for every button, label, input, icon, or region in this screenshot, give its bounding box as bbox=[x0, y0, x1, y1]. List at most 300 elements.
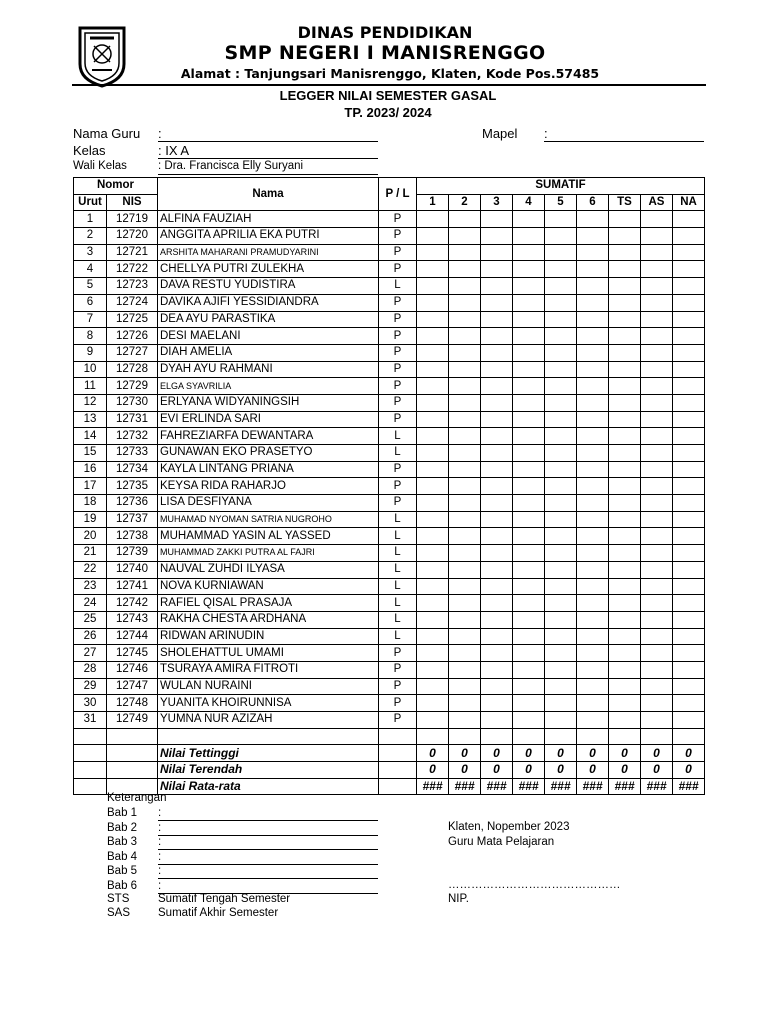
cell-score bbox=[481, 628, 513, 645]
cell-score bbox=[641, 628, 673, 645]
cell-nama: MUHAMMAD ZAKKI PUTRA AL FAJRI bbox=[158, 545, 379, 562]
summary-value: 0 bbox=[673, 745, 705, 762]
cell-score bbox=[449, 545, 481, 562]
cell-score bbox=[609, 311, 641, 328]
cell-pl: P bbox=[379, 461, 417, 478]
table-row bbox=[74, 461, 705, 478]
table-row bbox=[74, 361, 705, 378]
cell-pl: P bbox=[379, 311, 417, 328]
cell-score bbox=[641, 211, 673, 228]
cell-score bbox=[673, 378, 705, 395]
cell-score bbox=[609, 261, 641, 278]
cell-score bbox=[673, 445, 705, 462]
cell-score bbox=[481, 695, 513, 712]
bab-field: : bbox=[158, 851, 378, 865]
cell-score bbox=[417, 495, 449, 512]
cell-score bbox=[417, 294, 449, 311]
cell-score bbox=[609, 678, 641, 695]
cell-score bbox=[545, 428, 577, 445]
cell-score bbox=[545, 394, 577, 411]
ledger-table bbox=[73, 177, 705, 795]
cell-pl: P bbox=[379, 378, 417, 395]
cell-empty bbox=[481, 728, 513, 745]
cell-score bbox=[449, 211, 481, 228]
cell-pl: P bbox=[379, 211, 417, 228]
cell-score bbox=[577, 461, 609, 478]
cell-score bbox=[609, 511, 641, 528]
cell-nis: 12719 bbox=[107, 211, 158, 228]
cell-pl: P bbox=[379, 344, 417, 361]
table-row bbox=[74, 211, 705, 228]
cell-score bbox=[673, 461, 705, 478]
cell-score bbox=[577, 244, 609, 261]
table-row bbox=[74, 695, 705, 712]
cell-score bbox=[577, 478, 609, 495]
summary-value: ### bbox=[609, 778, 641, 795]
head-score-col: 3 bbox=[481, 194, 513, 211]
cell-score bbox=[641, 712, 673, 729]
cell-nama: SHOLEHATTUL UMAMI bbox=[158, 645, 379, 662]
mapel-label: Mapel bbox=[482, 126, 518, 141]
cell-score bbox=[449, 344, 481, 361]
head-nomor: Nomor bbox=[74, 178, 158, 195]
sas-label: SAS bbox=[107, 907, 131, 919]
cell-score bbox=[641, 561, 673, 578]
cell-empty bbox=[641, 728, 673, 745]
cell-score bbox=[545, 344, 577, 361]
cell-score bbox=[513, 461, 545, 478]
cell-empty bbox=[379, 728, 417, 745]
cell-score bbox=[417, 545, 449, 562]
cell-score bbox=[449, 428, 481, 445]
cell-score bbox=[609, 244, 641, 261]
cell-urut: 27 bbox=[74, 645, 107, 662]
cell-score bbox=[449, 228, 481, 245]
cell-score bbox=[513, 495, 545, 512]
cell-score bbox=[417, 578, 449, 595]
cell-score bbox=[513, 211, 545, 228]
summary-value: ### bbox=[449, 778, 481, 795]
cell-score bbox=[577, 661, 609, 678]
cell-nama: RIDWAN ARINUDIN bbox=[158, 628, 379, 645]
cell-score bbox=[609, 328, 641, 345]
table-row bbox=[74, 378, 705, 395]
cell-score bbox=[577, 344, 609, 361]
cell-score bbox=[481, 528, 513, 545]
table-row bbox=[74, 428, 705, 445]
cell-score bbox=[673, 545, 705, 562]
cell-urut: 26 bbox=[74, 628, 107, 645]
cell-nis: 12726 bbox=[107, 328, 158, 345]
cell-score bbox=[417, 595, 449, 612]
summary-value: 0 bbox=[513, 762, 545, 779]
table-row bbox=[74, 244, 705, 261]
cell-empty bbox=[379, 778, 417, 795]
cell-empty bbox=[379, 762, 417, 779]
cell-score bbox=[417, 712, 449, 729]
cell-score bbox=[481, 261, 513, 278]
cell-score bbox=[673, 328, 705, 345]
cell-score bbox=[481, 661, 513, 678]
cell-score bbox=[673, 528, 705, 545]
cell-score bbox=[577, 561, 609, 578]
table-row bbox=[74, 445, 705, 462]
table-row bbox=[74, 628, 705, 645]
cell-empty bbox=[74, 728, 107, 745]
cell-pl: L bbox=[379, 511, 417, 528]
cell-score bbox=[641, 495, 673, 512]
cell-pl: L bbox=[379, 611, 417, 628]
cell-urut: 30 bbox=[74, 695, 107, 712]
cell-pl: P bbox=[379, 261, 417, 278]
cell-score bbox=[481, 461, 513, 478]
cell-score bbox=[577, 495, 609, 512]
cell-score bbox=[481, 311, 513, 328]
cell-pl: P bbox=[379, 361, 417, 378]
summary-row bbox=[74, 745, 705, 762]
cell-nis: 12748 bbox=[107, 695, 158, 712]
cell-score bbox=[609, 545, 641, 562]
cell-score bbox=[673, 611, 705, 628]
cell-score bbox=[513, 428, 545, 445]
cell-empty bbox=[673, 728, 705, 745]
table-row bbox=[74, 294, 705, 311]
cell-empty bbox=[545, 728, 577, 745]
cell-score bbox=[609, 478, 641, 495]
cell-nama: EVI ERLINDA SARI bbox=[158, 411, 379, 428]
cell-score bbox=[641, 445, 673, 462]
cell-score bbox=[673, 578, 705, 595]
summary-value: 0 bbox=[577, 745, 609, 762]
cell-score bbox=[609, 294, 641, 311]
cell-score bbox=[545, 578, 577, 595]
letterhead-divider bbox=[72, 84, 706, 86]
bab-label: Bab 6 bbox=[107, 879, 138, 892]
signature-nip: NIP. bbox=[448, 893, 469, 905]
cell-score bbox=[417, 328, 449, 345]
cell-score bbox=[577, 578, 609, 595]
cell-urut: 8 bbox=[74, 328, 107, 345]
cell-nama: ARSHITA MAHARANI PRAMUDYARINI bbox=[158, 244, 379, 261]
cell-nama: NOVA KURNIAWAN bbox=[158, 578, 379, 595]
table-row bbox=[74, 344, 705, 361]
cell-score bbox=[417, 461, 449, 478]
cell-score bbox=[449, 244, 481, 261]
cell-score bbox=[481, 394, 513, 411]
cell-score bbox=[641, 228, 673, 245]
cell-score bbox=[641, 328, 673, 345]
cell-score bbox=[641, 428, 673, 445]
cell-score bbox=[609, 528, 641, 545]
cell-nama: MUHAMAD NYOMAN SATRIA NUGROHO bbox=[158, 511, 379, 528]
cell-empty bbox=[449, 728, 481, 745]
table-row bbox=[74, 661, 705, 678]
cell-score bbox=[513, 561, 545, 578]
cell-nama: WULAN NURAINI bbox=[158, 678, 379, 695]
table-row bbox=[74, 311, 705, 328]
cell-urut: 29 bbox=[74, 678, 107, 695]
cell-score bbox=[545, 595, 577, 612]
cell-score bbox=[641, 294, 673, 311]
summary-value: ### bbox=[513, 778, 545, 795]
cell-urut: 1 bbox=[74, 211, 107, 228]
cell-score bbox=[545, 645, 577, 662]
cell-score bbox=[449, 611, 481, 628]
cell-score bbox=[545, 695, 577, 712]
cell-score bbox=[641, 278, 673, 295]
cell-nis: 12723 bbox=[107, 278, 158, 295]
table-row bbox=[74, 578, 705, 595]
cell-score bbox=[545, 261, 577, 278]
cell-score bbox=[449, 294, 481, 311]
cell-nama: KAYLA LINTANG PRIANA bbox=[158, 461, 379, 478]
cell-score bbox=[545, 244, 577, 261]
cell-nis: 12728 bbox=[107, 361, 158, 378]
cell-score bbox=[609, 394, 641, 411]
cell-score bbox=[641, 344, 673, 361]
cell-score bbox=[513, 261, 545, 278]
cell-score bbox=[513, 328, 545, 345]
cell-score bbox=[545, 461, 577, 478]
cell-score bbox=[577, 411, 609, 428]
cell-score bbox=[577, 261, 609, 278]
summary-value: ### bbox=[577, 778, 609, 795]
cell-urut: 4 bbox=[74, 261, 107, 278]
cell-pl: P bbox=[379, 678, 417, 695]
cell-urut: 22 bbox=[74, 561, 107, 578]
cell-score bbox=[481, 278, 513, 295]
cell-score bbox=[641, 611, 673, 628]
cell-score bbox=[513, 578, 545, 595]
bab-field: : bbox=[158, 822, 378, 836]
cell-pl: L bbox=[379, 561, 417, 578]
cell-urut: 2 bbox=[74, 228, 107, 245]
head-score-col: 1 bbox=[417, 194, 449, 211]
cell-nama: DIAH AMELIA bbox=[158, 344, 379, 361]
sas-value: Sumatif Akhir Semester bbox=[158, 907, 279, 919]
cell-pl: P bbox=[379, 695, 417, 712]
cell-nis: 12721 bbox=[107, 244, 158, 261]
cell-score bbox=[641, 528, 673, 545]
bab-field: : bbox=[158, 880, 378, 894]
cell-nama: DAVIKA AJIFI YESSIDIANDRA bbox=[158, 294, 379, 311]
cell-score bbox=[449, 628, 481, 645]
cell-score bbox=[609, 428, 641, 445]
cell-score bbox=[577, 428, 609, 445]
cell-empty bbox=[379, 745, 417, 762]
cell-pl: P bbox=[379, 495, 417, 512]
cell-score bbox=[481, 712, 513, 729]
cell-empty bbox=[74, 762, 107, 779]
summary-value: 0 bbox=[513, 745, 545, 762]
cell-score bbox=[577, 278, 609, 295]
cell-urut: 5 bbox=[74, 278, 107, 295]
cell-score bbox=[609, 645, 641, 662]
cell-urut: 14 bbox=[74, 428, 107, 445]
cell-score bbox=[609, 595, 641, 612]
summary-value: 0 bbox=[449, 745, 481, 762]
cell-score bbox=[513, 611, 545, 628]
summary-label: Nilai Rata-rata bbox=[158, 778, 379, 795]
cell-score bbox=[641, 578, 673, 595]
cell-score bbox=[481, 378, 513, 395]
cell-score bbox=[449, 478, 481, 495]
summary-value: ### bbox=[481, 778, 513, 795]
cell-score bbox=[577, 328, 609, 345]
cell-score bbox=[481, 244, 513, 261]
cell-score bbox=[545, 528, 577, 545]
signature-role: Guru Mata Pelajaran bbox=[448, 836, 555, 848]
summary-value: 0 bbox=[609, 745, 641, 762]
cell-urut: 28 bbox=[74, 661, 107, 678]
cell-score bbox=[577, 545, 609, 562]
table-row bbox=[74, 411, 705, 428]
cell-score bbox=[545, 661, 577, 678]
cell-score bbox=[417, 511, 449, 528]
cell-score bbox=[673, 411, 705, 428]
cell-nis: 12747 bbox=[107, 678, 158, 695]
cell-nis: 12741 bbox=[107, 578, 158, 595]
cell-score bbox=[513, 361, 545, 378]
cell-urut: 13 bbox=[74, 411, 107, 428]
cell-score bbox=[609, 344, 641, 361]
cell-score bbox=[545, 478, 577, 495]
cell-pl: L bbox=[379, 428, 417, 445]
table-row bbox=[74, 678, 705, 695]
summary-value: 0 bbox=[609, 762, 641, 779]
cell-nama: YUMNA NUR AZIZAH bbox=[158, 712, 379, 729]
cell-urut: 20 bbox=[74, 528, 107, 545]
table-row bbox=[74, 611, 705, 628]
cell-nis: 12724 bbox=[107, 294, 158, 311]
cell-score bbox=[641, 361, 673, 378]
cell-urut: 10 bbox=[74, 361, 107, 378]
cell-score bbox=[673, 261, 705, 278]
cell-nama: ANGGITA APRILIA EKA PUTRI bbox=[158, 228, 379, 245]
table-row bbox=[74, 528, 705, 545]
cell-score bbox=[609, 411, 641, 428]
cell-nis: 12733 bbox=[107, 445, 158, 462]
cell-nis: 12742 bbox=[107, 595, 158, 612]
cell-empty bbox=[74, 778, 107, 795]
cell-nama: ELGA SYAVRILIA bbox=[158, 378, 379, 395]
cell-score bbox=[673, 278, 705, 295]
cell-nama: GUNAWAN EKO PRASETYO bbox=[158, 445, 379, 462]
cell-score bbox=[641, 545, 673, 562]
cell-score bbox=[641, 478, 673, 495]
cell-score bbox=[513, 445, 545, 462]
bab-label: Bab 1 bbox=[107, 807, 138, 819]
wali-kelas-field: : Dra. Francisca Elly Suryani bbox=[158, 160, 378, 175]
bab-label: Bab 3 bbox=[107, 836, 138, 848]
document-title: LEGGER NILAI SEMESTER GASAL bbox=[279, 88, 497, 103]
summary-label: Nilai Terendah bbox=[158, 762, 379, 779]
cell-score bbox=[417, 445, 449, 462]
table-row bbox=[74, 645, 705, 662]
summary-row bbox=[74, 762, 705, 779]
cell-nama: FAHREZIARFA DEWANTARA bbox=[158, 428, 379, 445]
cell-score bbox=[513, 228, 545, 245]
cell-score bbox=[449, 278, 481, 295]
cell-score bbox=[641, 595, 673, 612]
cell-nama: CHELLYA PUTRI ZULEKHA bbox=[158, 261, 379, 278]
cell-score bbox=[545, 712, 577, 729]
cell-score bbox=[577, 611, 609, 628]
cell-score bbox=[481, 545, 513, 562]
cell-urut: 11 bbox=[74, 378, 107, 395]
cell-score bbox=[545, 328, 577, 345]
school-emblem-icon bbox=[76, 24, 128, 88]
cell-score bbox=[513, 344, 545, 361]
cell-score bbox=[609, 278, 641, 295]
cell-score bbox=[417, 244, 449, 261]
cell-score bbox=[513, 311, 545, 328]
cell-score bbox=[545, 611, 577, 628]
school-address: Alamat : Tanjungsari Manisrenggo, Klaten, Kode Pos.57485 bbox=[180, 66, 600, 81]
cell-score bbox=[513, 695, 545, 712]
cell-score bbox=[577, 712, 609, 729]
cell-score bbox=[577, 378, 609, 395]
cell-score bbox=[417, 628, 449, 645]
cell-urut: 24 bbox=[74, 595, 107, 612]
cell-nis: 12744 bbox=[107, 628, 158, 645]
cell-nis: 12745 bbox=[107, 645, 158, 662]
cell-nis: 12722 bbox=[107, 261, 158, 278]
summary-value: ### bbox=[673, 778, 705, 795]
cell-nis: 12734 bbox=[107, 461, 158, 478]
cell-nama: RAFIEL QISAL PRASAJA bbox=[158, 595, 379, 612]
cell-score bbox=[481, 361, 513, 378]
cell-empty bbox=[107, 762, 158, 779]
cell-score bbox=[641, 695, 673, 712]
cell-score bbox=[641, 244, 673, 261]
cell-score bbox=[417, 478, 449, 495]
cell-score bbox=[513, 628, 545, 645]
cell-score bbox=[449, 361, 481, 378]
cell-score bbox=[481, 328, 513, 345]
cell-pl: P bbox=[379, 645, 417, 662]
cell-score bbox=[641, 511, 673, 528]
cell-nama: YUANITA KHOIRUNNISA bbox=[158, 695, 379, 712]
cell-score bbox=[609, 378, 641, 395]
cell-score bbox=[577, 294, 609, 311]
cell-score bbox=[545, 561, 577, 578]
cell-score bbox=[417, 361, 449, 378]
cell-score bbox=[673, 661, 705, 678]
cell-score bbox=[609, 578, 641, 595]
table-row bbox=[74, 278, 705, 295]
cell-pl: P bbox=[379, 712, 417, 729]
cell-urut: 18 bbox=[74, 495, 107, 512]
cell-nama: TSURAYA AMIRA FITROTI bbox=[158, 661, 379, 678]
cell-score bbox=[673, 294, 705, 311]
cell-score bbox=[641, 678, 673, 695]
cell-nama: NAUVAL ZUHDI ILYASA bbox=[158, 561, 379, 578]
signature-place-date: Klaten, Nopember 2023 bbox=[448, 821, 570, 833]
cell-urut: 6 bbox=[74, 294, 107, 311]
summary-value: 0 bbox=[481, 762, 513, 779]
summary-value: ### bbox=[641, 778, 673, 795]
cell-score bbox=[577, 445, 609, 462]
cell-nis: 12732 bbox=[107, 428, 158, 445]
head-score-col: 4 bbox=[513, 194, 545, 211]
cell-score bbox=[609, 461, 641, 478]
cell-score bbox=[545, 311, 577, 328]
cell-score bbox=[577, 311, 609, 328]
cell-nama: DAVA RESTU YUDISTIRA bbox=[158, 278, 379, 295]
head-nis: NIS bbox=[107, 194, 158, 211]
cell-urut: 16 bbox=[74, 461, 107, 478]
